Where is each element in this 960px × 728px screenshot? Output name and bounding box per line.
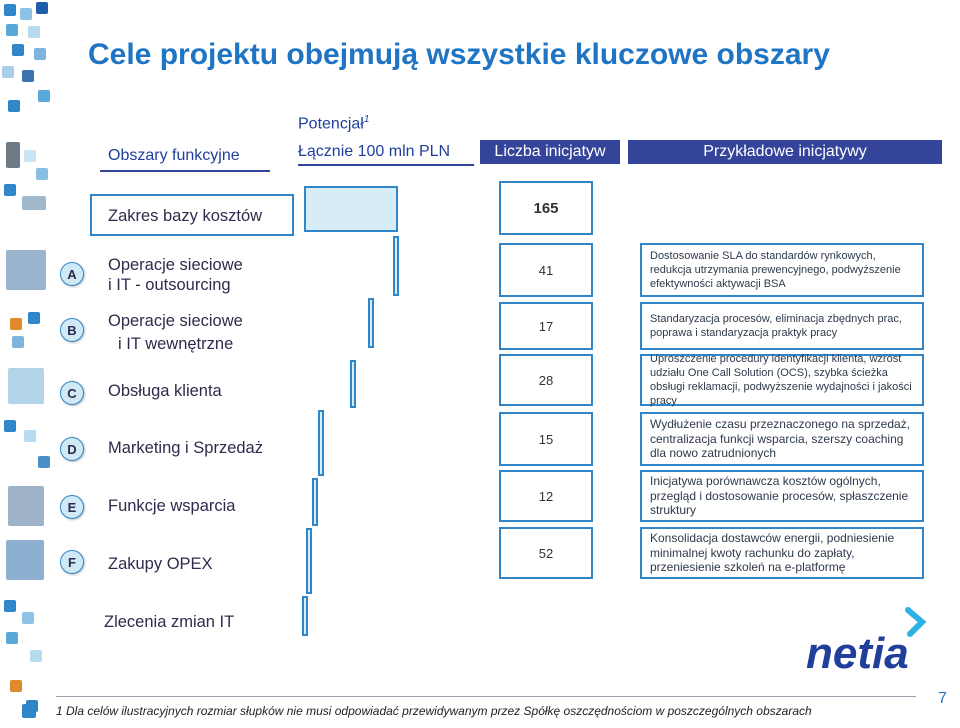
- row-f-badge: F: [60, 550, 84, 574]
- row-c-example: Uproszczenie procedury identyfikacji klienta, wzrost udziału One Call Solution (OCS), szybka ścieżka obsługi reklamacji, podwyższenie wydajności i jakości pracy: [640, 354, 924, 406]
- row-b-badge: B: [60, 318, 84, 342]
- it-changes-label: Zlecenia zmian IT: [104, 613, 235, 631]
- row-c-badge: C: [60, 381, 84, 405]
- row-a-label-1: Operacje sieciowe: [108, 256, 243, 274]
- row-e-label: Funkcje wsparcia: [108, 497, 236, 515]
- cost-base-label: Zakres bazy kosztów: [108, 207, 263, 225]
- total-underline: [298, 164, 474, 166]
- potential-header: [298, 114, 369, 133]
- row-f-bar: [306, 528, 312, 594]
- footer-icon: [22, 704, 36, 718]
- row-a-badge: A: [60, 262, 84, 286]
- footer-divider: [56, 696, 916, 697]
- row-b-label-1: Operacje sieciowe: [108, 312, 243, 330]
- row-d-example: Wydłużenie czasu przeznaczonego na sprzedaż, centralizacja funkcji wsparcia, szerszy coaching dla nowo zatrudnionych: [640, 412, 924, 466]
- examples-header: Przykładowe inicjatywy: [628, 140, 942, 164]
- netia-logo: [806, 606, 946, 672]
- row-a-example: Dostosowanie SLA do standardów rynkowych, redukcja utrzymania prewencyjnego, podwyższenie efektywności aktywacji BSA: [640, 243, 924, 297]
- cost-base-bar: [304, 186, 398, 232]
- row-e-badge: E: [60, 495, 84, 519]
- row-a-label-2: i IT - outsourcing: [108, 276, 231, 294]
- header-underline: [100, 170, 270, 172]
- row-d-badge: D: [60, 437, 84, 461]
- footnote-marker: 1: [363, 114, 370, 125]
- row-f-example: Konsolidacja dostawców energii, podniesienie minimalnej kwoty rachunku do zapłaty, przeniesienie szkoleń na e-platformę: [640, 527, 924, 579]
- functional-areas-header: Obszary funkcyjne: [108, 147, 240, 164]
- row-e-count: 12: [499, 470, 593, 522]
- row-a-count: 41: [499, 243, 593, 297]
- row-f-count: 52: [499, 527, 593, 579]
- page-number: 7: [938, 690, 947, 707]
- decorative-photo-strip: [0, 0, 52, 728]
- potential-label: Potencjał: [298, 115, 364, 133]
- row-e-example: Inicjatywa porównawcza kosztów ogólnych, przegląd i dostosowanie procesów, spłaszczenie struktury: [640, 470, 924, 522]
- netia-logo-text: netia: [806, 629, 909, 672]
- row-d-count: 15: [499, 412, 593, 466]
- footnote: 1 Dla celów ilustracyjnych rozmiar słupków nie musi odpowiadać przewidywanym przez Spółkę oszczędnościom w poszczególnych obszarach: [56, 704, 812, 718]
- page-title: Cele projektu obejmują wszystkie kluczowe obszary: [88, 38, 830, 71]
- cost-base-count: 165: [499, 181, 593, 235]
- row-b-bar: [368, 298, 374, 348]
- it-changes-bar: [302, 596, 308, 636]
- row-f-label: Zakupy OPEX: [108, 555, 213, 573]
- row-c-label: Obsługa klienta: [108, 382, 222, 400]
- row-e-bar: [312, 478, 318, 526]
- row-b-example: Standaryzacja procesów, eliminacja zbędnych prac, poprawa i standaryzacja praktyk pracy: [640, 302, 924, 350]
- row-b-label-2: i IT wewnętrzne: [118, 335, 234, 353]
- row-d-label: Marketing i Sprzedaż: [108, 439, 263, 457]
- row-b-count: 17: [499, 302, 593, 350]
- row-d-bar: [318, 410, 324, 476]
- count-header: Liczba inicjatyw: [480, 140, 620, 164]
- total-header: Łącznie 100 mln PLN: [298, 143, 451, 160]
- row-a-bar: [393, 236, 399, 296]
- row-c-bar: [350, 360, 356, 408]
- row-c-count: 28: [499, 354, 593, 406]
